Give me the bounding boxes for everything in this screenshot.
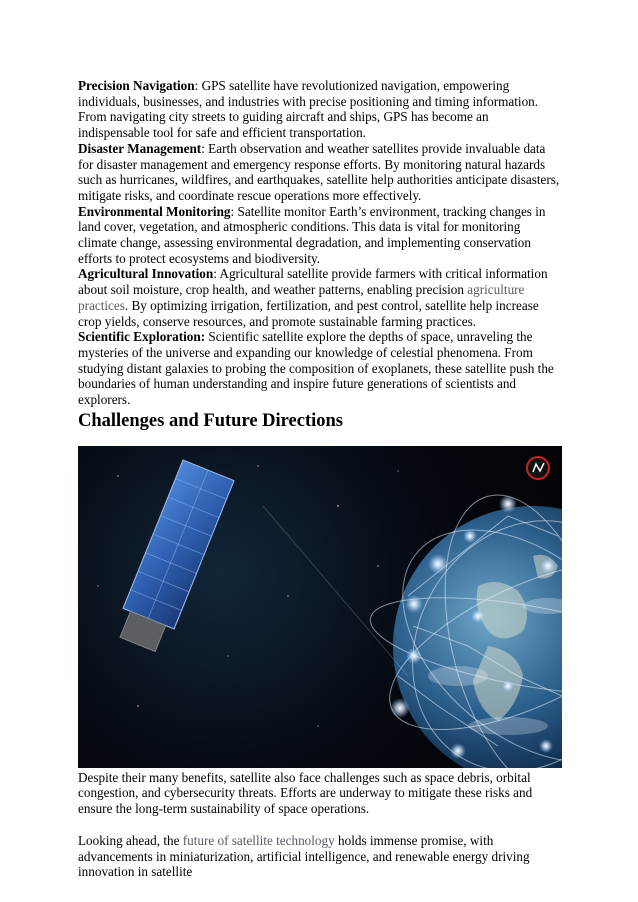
section-heading: Challenges and Future Directions: [78, 410, 344, 431]
section-disaster-management: Disaster Management: Earth observation and weather satellites provide invaluable data for disaster management and emergency response efforts. By monitoring natural hazards such as hurricanes, wildfires, and earthquakes, satellite help authorities anticipate disasters, mitigate risks, and coordinate rescue operations more effectively.: [78, 140, 560, 203]
satellite-earth-illustration: [78, 446, 562, 768]
section-term: Disaster Management: [78, 140, 202, 156]
section-term: Environmental Monitoring: [78, 203, 231, 219]
section-term: Precision Navigation: [78, 78, 195, 93]
section-text: Earth observation and weather satellites provide invaluable data for disaster management and emergency response efforts. By monitoring natural hazards such as hurricanes, wildfires, and earthquakes, satellite help authorities anticipate disasters, mitigate risks, and coordinate rescue operations more effectively.: [78, 140, 560, 203]
section-text: Scientific satellite explore the depths of space, unraveling the mysteries of the universe and expanding our knowledge of celestial phenomena. From studying distant galaxies to probing the composition of exoplanets, these satellite push the boundaries of human understanding and inspire future generations of scientists and explorers.: [78, 329, 554, 408]
section-scientific-exploration: [78, 329, 562, 408]
section-text: GPS satellite have revolutionized navigation, empowering individuals, businesses, and industries with precise positioning and timing information. From navigating city streets to guiding aircraft and ships, GPS has become an indispensable tool for safe and efficient transportation.: [78, 78, 539, 141]
logo-icon: [527, 457, 549, 479]
section-text: Agricultural satellite provide farmers with critical information about soil moisture, crop health, and weather patterns, enabling precision: [78, 266, 548, 298]
future-satellite-technology-link[interactable]: future of satellite technology: [182, 832, 335, 848]
section-text: . By optimizing irrigation, fertilization, and pest control, satellite help increase crop yields, conserve resources, and promote sustainable farming practices.: [78, 297, 539, 329]
future-paragraph: Looking ahead, the future of satellite technology holds immense promise, with advancements in miniaturization, artificial intelligence, and renewable energy driving innovation in satellite: [78, 832, 530, 880]
section-term: Agricultural Innovation: [78, 266, 214, 282]
section-text: Satellite monitor Earth’s environment, tracking changes in land cover, vegetation, and atmospheric conditions. This data is vital for monitoring climate change, assessing environmental degradation, and implementing conservation efforts to protect ecosystems and biodiversity.: [78, 203, 546, 266]
section-environmental-monitoring: Environmental Monitoring: Satellite monitor Earth’s environment, tracking changes in land cover, vegetation, and atmospheric conditions. This data is vital for monitoring climate change, assessing environmental degradation, and implementing conservation efforts to protect ecosystems and biodiversity.: [78, 203, 546, 266]
section-agricultural-innovation: Agricultural Innovation: Agricultural satellite provide farmers with critical information about soil moisture, crop health, and weather patterns, enabling precision agriculture practices. By optimizing irrigation, fertilization, and pest control, satellite help increase crop yields, conserve resources, and promote sustainable farming practices.: [78, 266, 548, 329]
paragraph-gap: [78, 817, 562, 833]
satellite-earth-image: [78, 446, 562, 768]
section-term: Scientific Exploration:: [78, 329, 206, 345]
light-streak: [263, 506, 408, 676]
satellite: [113, 460, 234, 655]
agriculture-practices-link[interactable]: agriculture practices: [78, 282, 525, 313]
document-page: [78, 78, 562, 880]
challenges-paragraph: Despite their many benefits, satellite also face challenges such as space debris, orbital congestion, and cybersecurity threats. Efforts are underway to mitigate these risks and ensure the long-term sustainability of space operations.: [78, 769, 533, 817]
section-precision-navigation: Precision Navigation: GPS satellite have revolutionized navigation, empowering individuals, businesses, and industries with precise positioning and timing information. From navigating city streets to guiding aircraft and ships, GPS has become an indispensable tool for safe and efficient transportation.: [78, 78, 539, 141]
